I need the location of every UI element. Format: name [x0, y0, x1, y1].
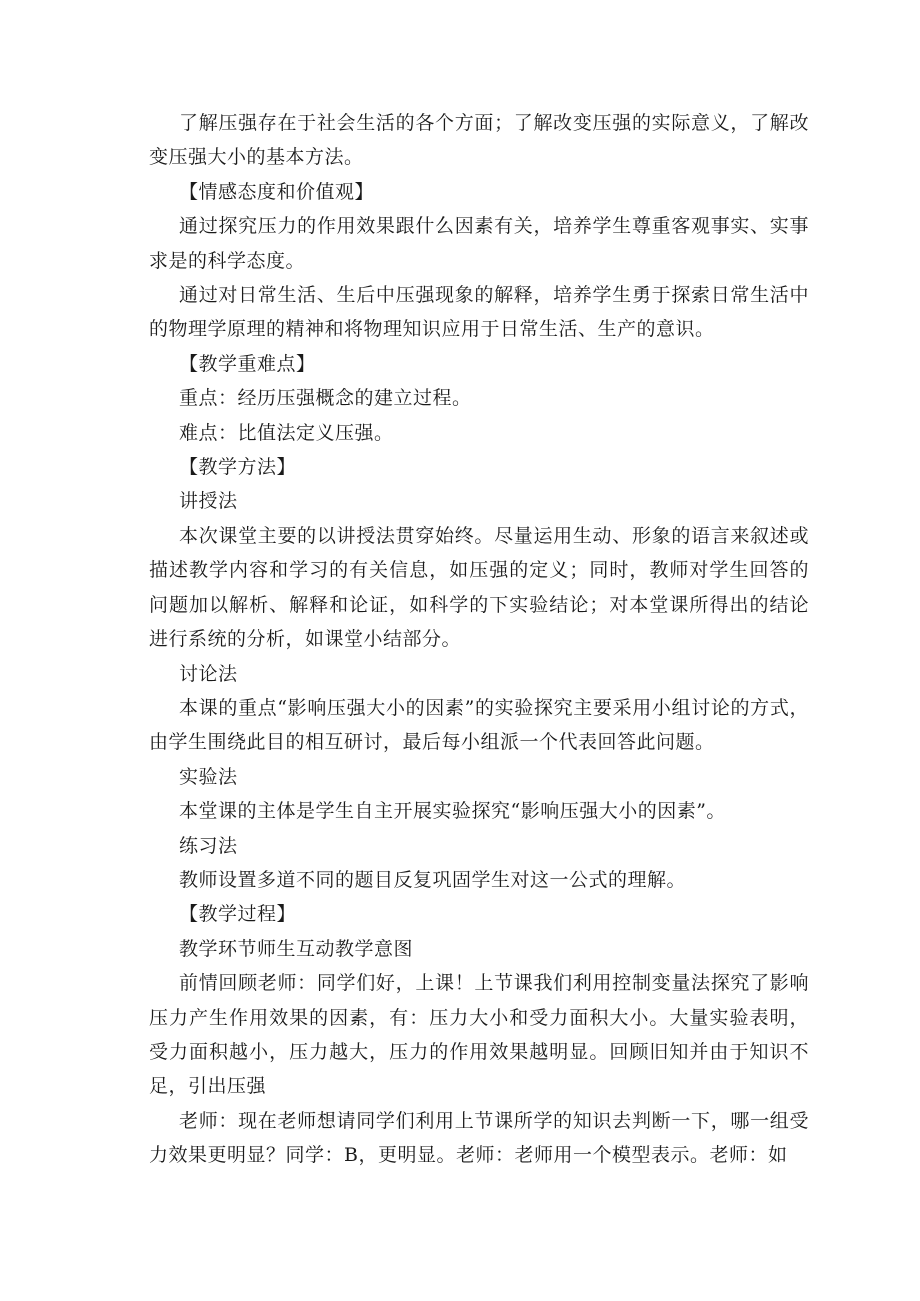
- heading-teaching-process: 【教学过程】: [179, 903, 297, 926]
- document-body: [149, 106, 809, 1173]
- method-lecture-text: 本次课堂主要的以讲授法贯穿始终。尽量运用生动、形象的语言来叙述或描述教学内容和学习的有关信息，如压强的定义；同时，教师对学生回答的问题加以解析、解释和论证，如科学的下实验结论；对本堂课所得出的结论进行系统的分析，如课堂小结部分。: [149, 524, 809, 651]
- method-discussion-title: 讨论法: [179, 662, 238, 685]
- method-discussion-text: 本课的重点“影响压强大小的因素”的实验探究主要采用小组讨论的方式，由学生围绕此目的相互研讨，最后每小组派一个代表回答此问题。: [149, 696, 809, 754]
- process-table-header: 教学环节师生互动教学意图: [179, 937, 414, 960]
- heading-key-points: 【教学重难点】: [179, 352, 316, 375]
- paragraph-difficult-point: 难点：比值法定义压强。: [179, 421, 394, 444]
- heading-teaching-methods: 【教学方法】: [179, 456, 297, 479]
- method-lecture-title: 讲授法: [179, 490, 238, 513]
- paragraph-emotion-1: 通过探究压力的作用效果跟什么因素有关，培养学生尊重客观事实、实事求是的科学态度。: [149, 215, 809, 272]
- method-practice-text: 教师设置多道不同的题目反复巩固学生对这一公式的理解。: [179, 868, 687, 891]
- method-practice-title: 练习法: [179, 834, 238, 857]
- paragraph-key-point: 重点：经历压强概念的建立过程。: [179, 387, 472, 410]
- process-review-text: 前情回顾老师：同学们好，上课！上节课我们利用控制变量法探究了影响压力产生作用效果的因素，有：压力大小和受力面积大小。大量实验表明，受力面积越小，压力越大，压力的作用效果越明显。回顾旧知并由于知识不足，引出压强: [149, 972, 809, 1098]
- method-experiment-text: 本堂课的主体是学生自主开展实验探究“影响压强大小的因素”。: [179, 800, 726, 823]
- heading-emotion-values: 【情感态度和价值观】: [179, 180, 375, 203]
- process-teacher-text: 老师：现在老师想请同学们利用上节课所学的知识去判断一下，哪一组受力效果更明显？同学：B，更明显。老师：老师用一个模型表示。老师：如: [149, 1109, 809, 1167]
- method-experiment-title: 实验法: [179, 765, 238, 788]
- paragraph-objective-text: 了解压强存在于社会生活的各个方面；了解改变压强的实际意义，了解改变压强大小的基本方法。: [149, 112, 809, 169]
- paragraph-emotion-2: 通过对日常生活、生后中压强现象的解释，培养学生勇于探索日常生活中的物理学原理的精神和将物理知识应用于日常生活、生产的意识。: [149, 284, 809, 341]
